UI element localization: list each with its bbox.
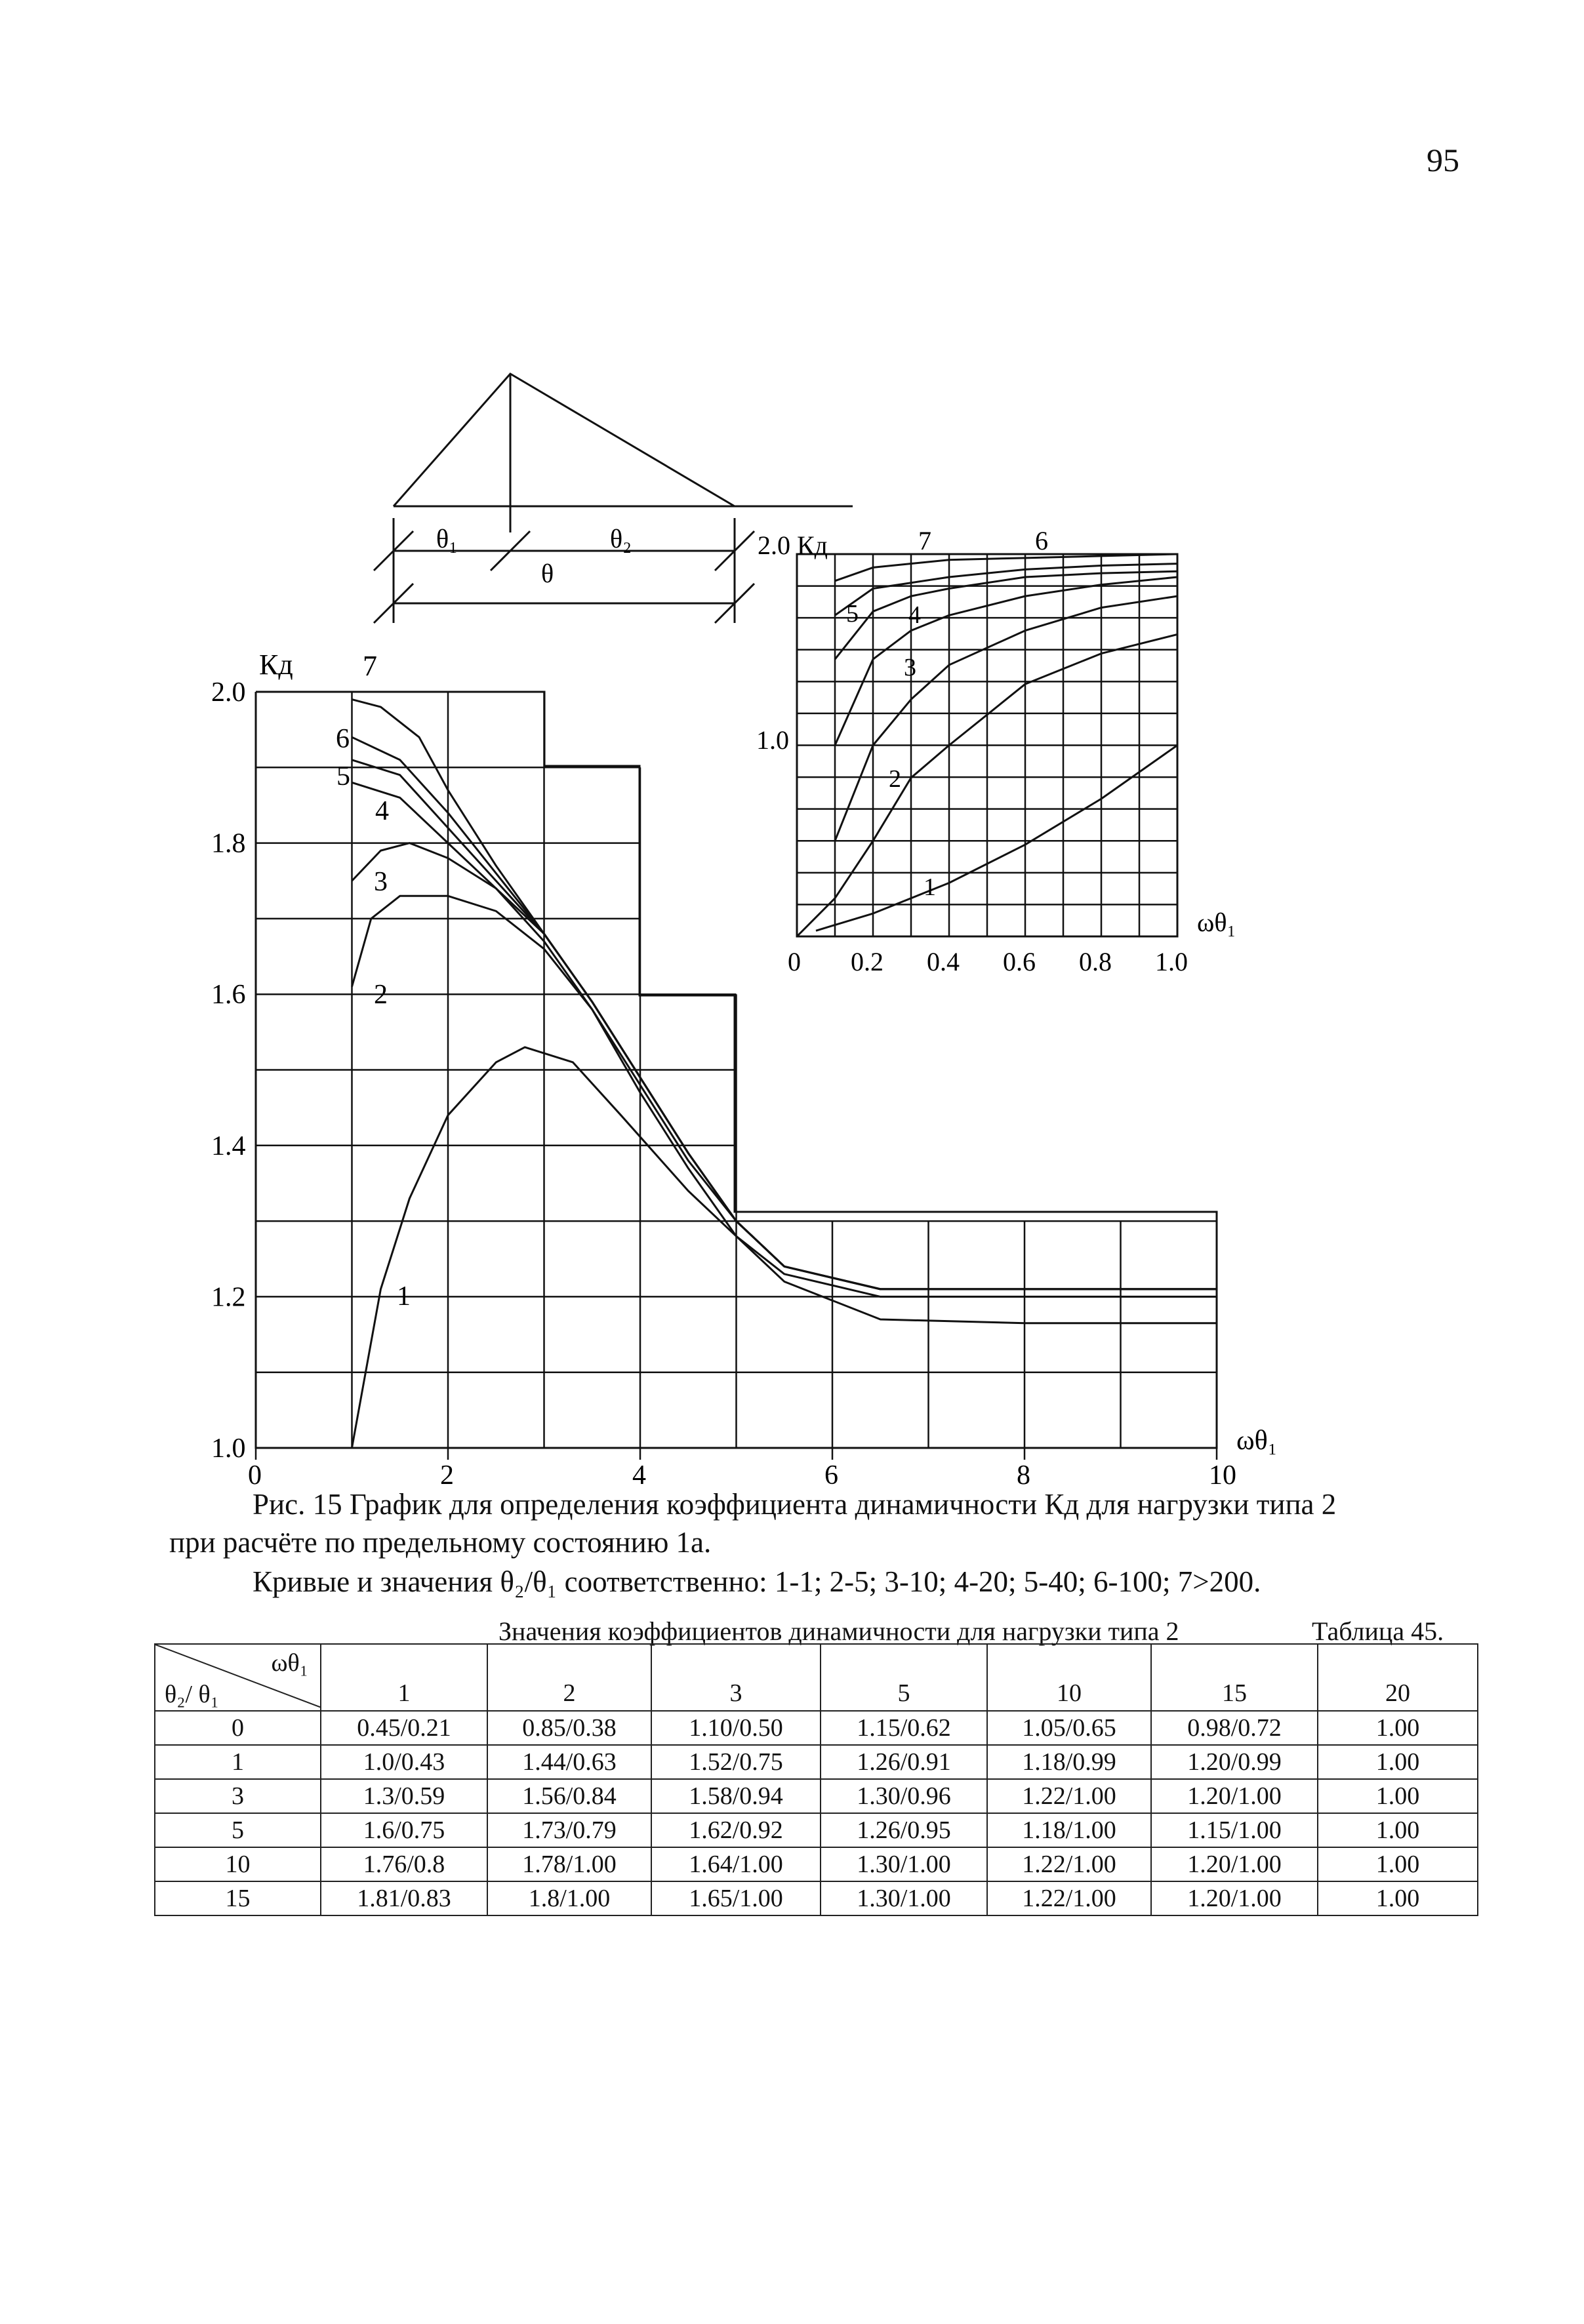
main-x-tick-label: 2 [440,1460,454,1489]
table-cell: 1.76/0.8 [321,1847,487,1881]
table-cell: 0.85/0.38 [487,1711,651,1745]
table-cell: 1.00 [1318,1881,1478,1915]
corner-theta-ratio-label: θ₂/ θ₁ [165,1681,219,1708]
inset-curve-label-3: 3 [904,654,916,681]
theta-label: θ [541,559,554,588]
table-cell: 1.22/1.00 [987,1847,1151,1881]
main-y-tick-label: 1.6 [211,980,246,1011]
main-y-tick-label: 1.2 [211,1282,246,1313]
table-header-row [155,1644,1478,1711]
main-curve-label-4: 4 [375,796,389,826]
theta2-label: θ₂ [610,524,632,553]
main-y-tick-label: 1.4 [211,1131,246,1161]
inset-curve-label-1: 1 [924,873,936,901]
inset-curve-5 [835,571,1177,659]
main-curve-4 [352,782,1217,1289]
table-title: Значения коэффициентов динамичности для нагрузки типа 2 [498,1616,1179,1646]
theta1-label: θ₁ [436,524,458,553]
main-y-axis-label: Кд [259,649,293,681]
inset-x-tick-label: 0.4 [927,947,960,976]
table-column-header: 3 [651,1644,821,1711]
main-curve-3 [352,843,1217,1289]
table-row [155,1813,1478,1847]
table-cell: 1.73/0.79 [487,1813,651,1847]
table-cell: 1.10/0.50 [651,1711,821,1745]
corner-omega-theta-label: ωθ₁ [271,1649,308,1677]
inset-curve-6 [835,564,1177,616]
inset-curve-label-4: 4 [908,601,921,629]
main-y-tick-label: 1.8 [211,828,246,859]
main-curve-5 [352,760,1217,1289]
table-cell: 1.81/0.83 [321,1881,487,1915]
table-column-header: 20 [1318,1644,1478,1711]
page-number: 95 [1427,142,1459,178]
figure-caption-line-1: Рис. 15 График для определения коэффициента динамичности Кд для нагрузки типа 2 [253,1488,1337,1521]
inset-x-tick-label: 0.6 [1003,947,1036,976]
inset-curve-label-2: 2 [889,765,901,793]
main-curve-label-3: 3 [374,867,388,897]
table-cell: 1.65/1.00 [651,1881,821,1915]
table-cell: 1.58/0.94 [651,1779,821,1813]
table-cell: 1.8/1.00 [487,1881,651,1915]
main-x-tick-label: 8 [1017,1460,1030,1489]
table-column-header: 15 [1151,1644,1318,1711]
table-cell: 1.30/1.00 [821,1847,987,1881]
table-cell: 1.6/0.75 [321,1813,487,1847]
figure-caption-line-3: Кривые и значения θ₂/θ₁ соответственно: 1-1; 2-5; 3-10; 4-20; 5-40; 6-100; 7>200. [253,1565,1261,1598]
main-y-tick-label: 1.0 [211,1433,246,1464]
main-chart-ticks [211,677,1236,1489]
table-cell: 1.64/1.00 [651,1847,821,1881]
table-row [155,1881,1478,1915]
table-cell: 1.15/0.62 [821,1711,987,1745]
inset-x-tick-label: 0 [788,947,801,976]
main-chart-curves [352,700,1217,1448]
main-x-tick-label: 4 [632,1460,646,1489]
table-cell: 1.44/0.63 [487,1745,651,1779]
main-curve-label-2: 2 [374,980,388,1010]
inset-curve-label-5: 5 [846,600,859,628]
table-cell: 1.20/0.99 [1151,1745,1318,1779]
main-y-tick-label: 2.0 [211,677,246,708]
table-row-header: 10 [155,1847,321,1881]
table-cell: 1.00 [1318,1745,1478,1779]
table-corner-cell [155,1644,321,1711]
table-cell: 1.00 [1318,1711,1478,1745]
inset-curve-label-6: 6 [1035,526,1048,555]
table-cell: 1.26/0.91 [821,1745,987,1779]
table-body [155,1711,1478,1915]
table-row [155,1779,1478,1813]
table-cell: 1.18/0.99 [987,1745,1151,1779]
table-row [155,1711,1478,1745]
inset-curve-label-7: 7 [918,526,931,555]
table-cell: 1.3/0.59 [321,1779,487,1813]
table-cell: 1.15/1.00 [1151,1813,1318,1847]
main-x-tick-label: 0 [248,1460,262,1489]
inset-x-tick-label: 1.0 [1155,947,1188,976]
table-cell: 1.30/1.00 [821,1881,987,1915]
table-cell: 1.0/0.43 [321,1745,487,1779]
main-curve-label-6: 6 [336,724,350,754]
table-cell: 1.78/1.00 [487,1847,651,1881]
main-curve-label-1: 1 [397,1281,411,1312]
table-cell: 1.00 [1318,1847,1478,1881]
table-row-header: 0 [155,1711,321,1745]
table-row-header: 1 [155,1745,321,1779]
table-cell: 1.22/1.00 [987,1779,1151,1813]
inset-curve-4 [835,577,1177,746]
inset-curve-1 [816,746,1177,931]
table-cell: 1.18/1.00 [987,1813,1151,1847]
main-x-axis-label: ωθ₁ [1236,1426,1278,1456]
table-cell: 1.22/1.00 [987,1881,1151,1915]
main-x-tick-label: 6 [824,1460,838,1489]
table-cell: 1.20/1.00 [1151,1881,1318,1915]
inset-y-mid-label: 1.0 [756,725,789,755]
table-row [155,1847,1478,1881]
table-column-header: 1 [321,1644,487,1711]
table-cell: 1.20/1.00 [1151,1779,1318,1813]
inset-chart [756,526,1236,976]
table-column-header: 5 [821,1644,987,1711]
main-chart [211,649,1277,1489]
main-curve-label-7: 7 [363,650,377,682]
main-x-tick-label: 10 [1209,1460,1236,1489]
table-cell: 1.56/0.84 [487,1779,651,1813]
inset-x-axis-label: ωθ₁ [1197,908,1236,937]
table-cell: 0.45/0.21 [321,1711,487,1745]
table-column-header: 10 [987,1644,1151,1711]
inset-y-axis-label: 2.0 Кд [758,531,828,560]
main-chart-grid [256,692,1217,1448]
main-curve-label-5: 5 [336,761,350,791]
table-row-header: 5 [155,1813,321,1847]
table-cell: 1.05/0.65 [987,1711,1151,1745]
inset-x-tick-label: 0.8 [1079,947,1112,976]
load-diagram [374,374,853,623]
inset-x-tick-label: 0.2 [851,947,883,976]
main-curve-1 [352,1047,1217,1448]
table-cell: 1.00 [1318,1813,1478,1847]
main-curve-6 [352,737,1217,1289]
table-column-header: 2 [487,1644,651,1711]
table-cell: 1.30/0.96 [821,1779,987,1813]
load-triangle [394,374,735,506]
table-cell: 0.98/0.72 [1151,1711,1318,1745]
table-row [155,1745,1478,1779]
table-cell: 1.52/0.75 [651,1745,821,1779]
table-number: Таблица 45. [1312,1616,1444,1646]
inset-curve-7 [835,554,1177,581]
table-cell: 1.62/0.92 [651,1813,821,1847]
inset-chart-ticks [788,947,1188,976]
table-cell: 1.26/0.95 [821,1813,987,1847]
figure-caption-line-2: при расчёте по предельному состоянию 1а. [169,1526,712,1559]
table-row-header: 15 [155,1881,321,1915]
table-cell: 1.20/1.00 [1151,1847,1318,1881]
inset-curve-3 [835,596,1177,841]
coefficient-table [154,1643,1478,1916]
table-cell: 1.00 [1318,1779,1478,1813]
table-row-header: 3 [155,1779,321,1813]
